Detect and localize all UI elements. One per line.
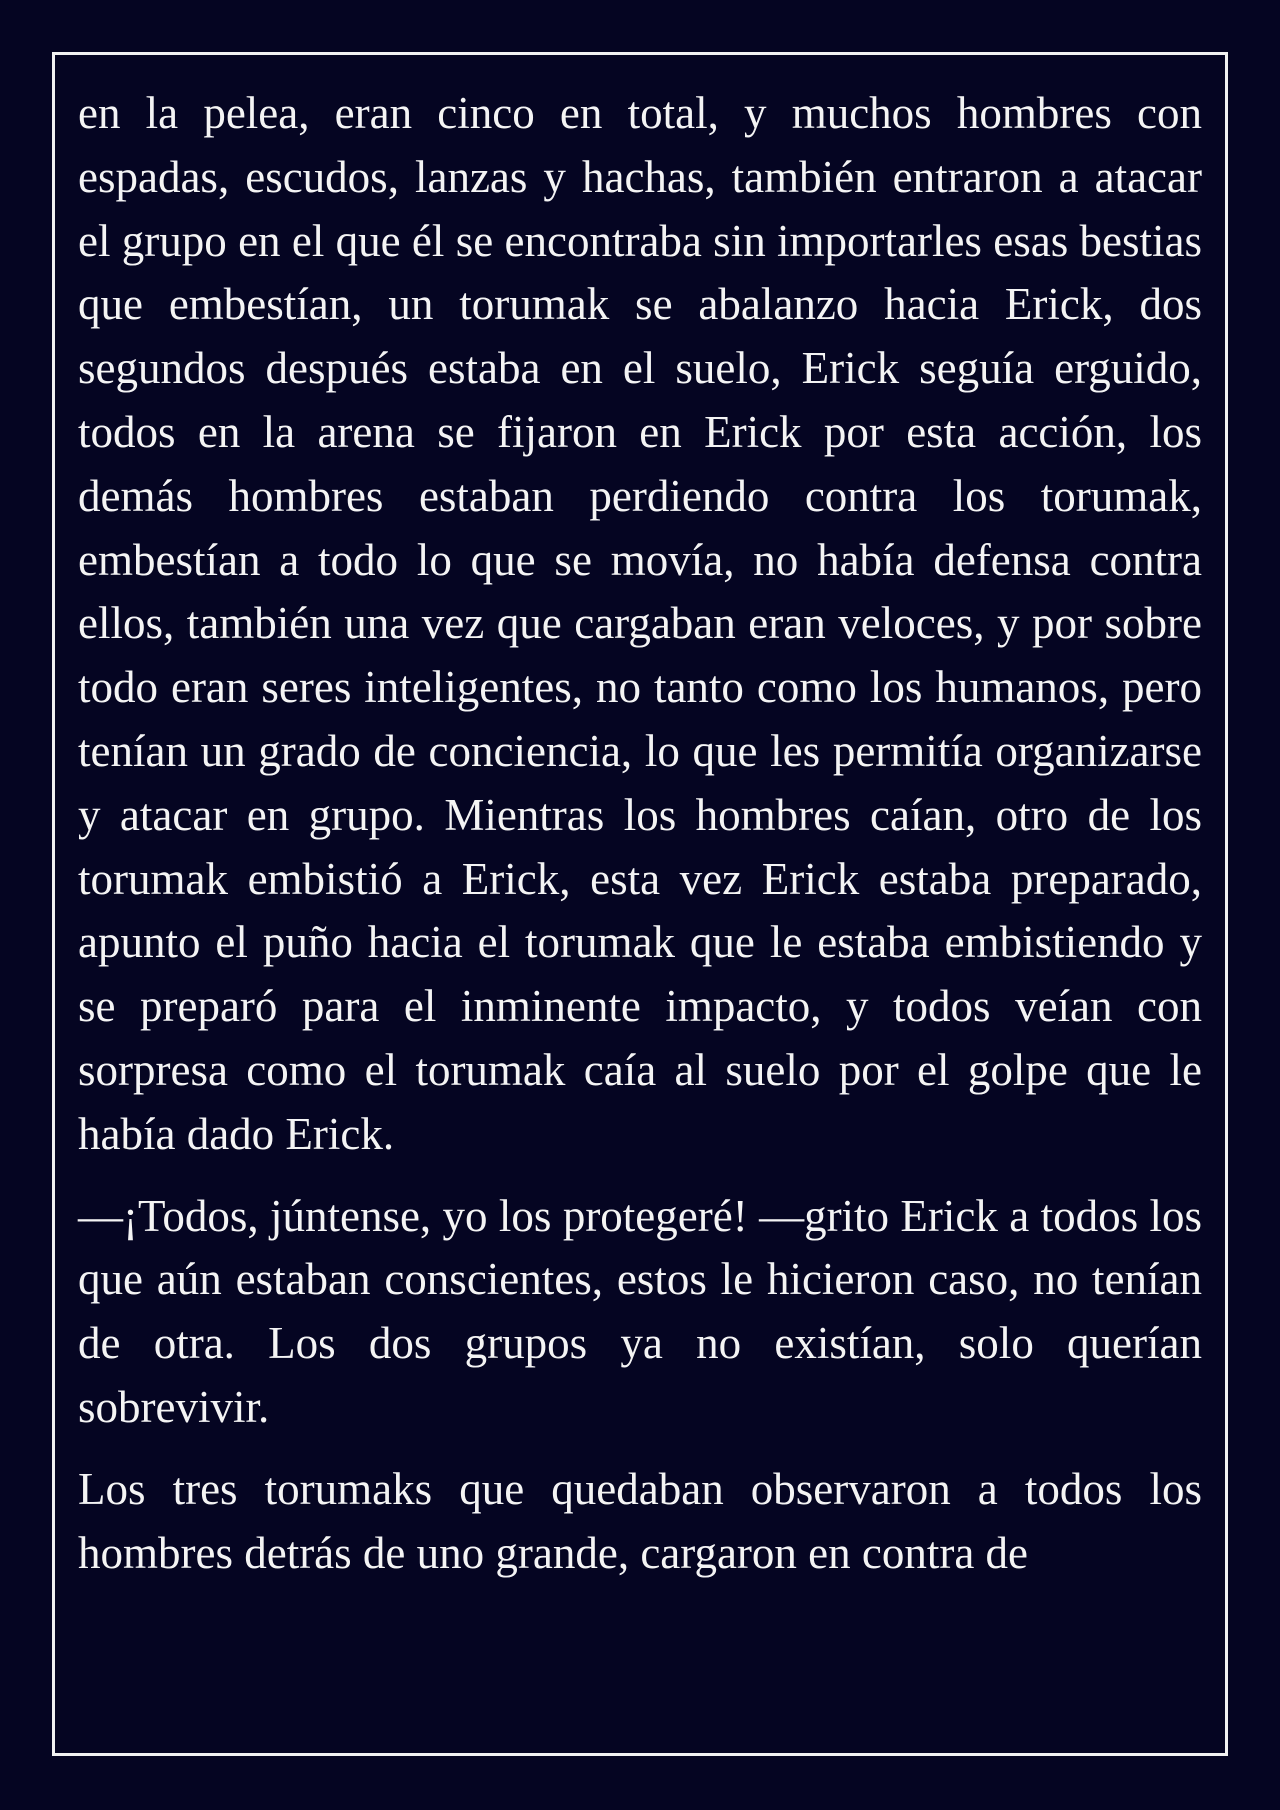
page-text-body xyxy=(78,82,1202,1603)
paragraph-3: Los tres torumaks que quedaban observaron a todos los hombres detrás de uno grande, cargaron en contra de xyxy=(78,1463,1202,1578)
paragraph-1: en la pelea, eran cinco en total, y muchos hombres con espadas, escudos, lanzas y hachas, también entraron a atacar el grupo en el que él se encontraba sin importarles esas bestias que embestían, un torumak se abalanzo hacia Erick, dos segundos después estaba en el suelo, Erick seguía erguido, todos en la arena se fijaron en Erick por esta acción, los demás hombres estaban perdiendo contra los torumak, embestían a todo lo que se movía, no había defensa contra ellos, también una vez que cargaban eran veloces, y por sobre todo eran seres inteligentes, no tanto como los humanos, pero tenían un grado de conciencia, lo que les permitía organizarse y atacar en grupo. Mientras los hombres caían, otro de los torumak embistió a Erick, esta vez Erick estaba preparado, apunto el puño hacia el torumak que le estaba embistiendo y se preparó para el inminente impacto, y todos veían con sorpresa como el torumak caía al suelo por el golpe que le había dado Erick. xyxy=(78,88,1202,1159)
paragraph-2: —¡Todos, júntense, yo los protegeré! —grito Erick a todos los que aún estaban conscientes, estos le hicieron caso, no tenían de otra. Los dos grupos ya no existían, solo querían sobrevivir. xyxy=(78,1190,1202,1432)
